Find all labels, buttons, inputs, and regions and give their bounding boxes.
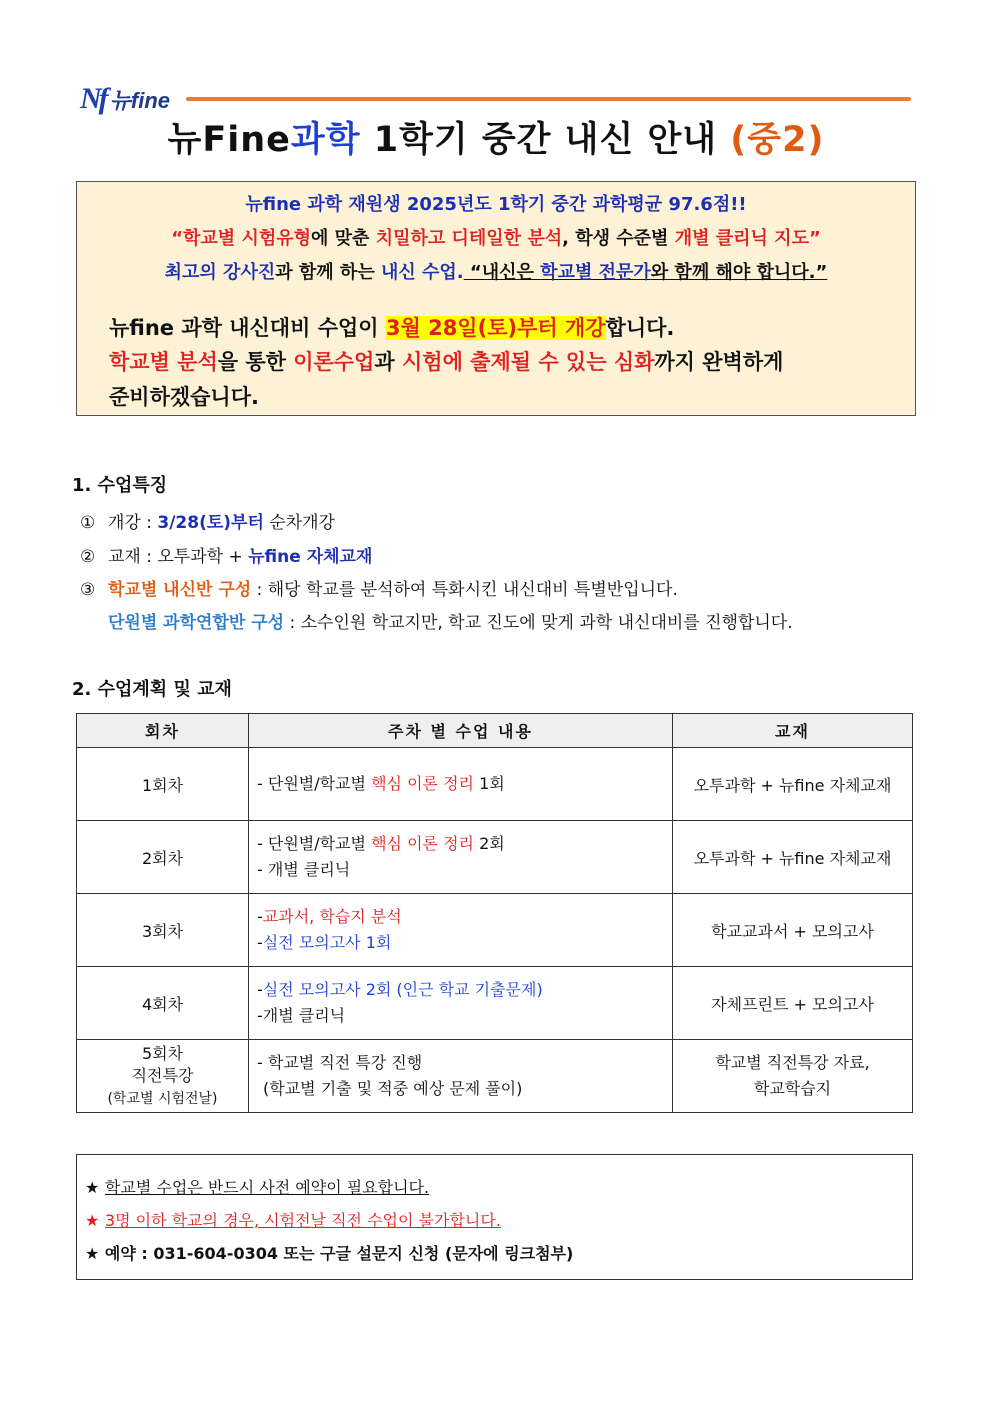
feature-item-2: ② 교재 : 오투과학 + 뉴fine 자체교재 — [80, 547, 373, 567]
plan-table — [76, 713, 913, 1113]
header-divider — [186, 97, 911, 101]
header-book: 교재 — [673, 714, 913, 748]
logo-text: 뉴fine — [109, 88, 171, 113]
table-row: 3회차 -교과서, 학습지 분석 -실전 모의고사 1회 학교교과서 + 모의고사 — [77, 894, 913, 967]
brand-logo — [80, 80, 170, 114]
notice-item-1: ★ 학교별 수업은 반드시 사전 예약이 필요합니다. — [85, 1178, 430, 1197]
intro-body-2: 학교별 분석을 통한 이론수업과 시험에 출제될 수 있는 심화까지 완벽하게 — [109, 350, 784, 374]
star-icon: ★ — [85, 1244, 100, 1263]
header-content: 주차 별 수업 내용 — [249, 714, 673, 748]
intro-box — [76, 181, 916, 416]
intro-body-1: 뉴fine 과학 내신대비 수업이 3월 28일(토)부터 개강합니다. — [109, 316, 675, 340]
notice-item-2: ★ 3명 이하 학교의 경우, 시험전날 직전 수업이 불가합니다. — [85, 1211, 501, 1230]
notice-box — [76, 1154, 913, 1280]
feature-item-3: ③ 학교별 내신반 구성 : 해당 학교를 분석하여 특화시킨 내신대비 특별반입니다. — [80, 580, 678, 600]
feature-item-1: ① 개강 : 3/28(토)부터 순차개강 — [80, 513, 335, 533]
table-row: 4회차 -실전 모의고사 2회 (인근 학교 기출문제) -개별 클리닉 자체프린트 + 모의고사 — [77, 967, 913, 1040]
intro-line-3: 최고의 강사진과 함께 하는 내신 수업. “내신은 학교별 전문가와 함께 해야 합니다.” — [164, 262, 828, 283]
page-title: 뉴Fine과학 1학기 중간 내신 안내 (중2) — [167, 120, 825, 160]
notice-item-3: ★ 예약 : 031-604-0304 또는 구글 설문지 신청 (문자에 링크첨부) — [85, 1244, 574, 1263]
table-header-row — [77, 714, 913, 748]
table-row: 1회차 - 단원별/학교별 핵심 이론 정리 1회 오투과학 + 뉴fine 자체교재 — [77, 748, 913, 821]
section1-title: 1. 수업특징 — [72, 475, 168, 496]
logo-mark: Nf — [80, 82, 106, 115]
intro-body-3: 준비하겠습니다. — [109, 385, 259, 409]
table-row: 2회차 - 단원별/학교별 핵심 이론 정리 2회 - 개별 클리닉 오투과학 + 뉴fine 자체교재 — [77, 821, 913, 894]
feature-item-4: 단원별 과학연합반 구성 : 소수인원 학교지만, 학교 진도에 맞게 과학 내신대비를 진행합니다. — [108, 613, 793, 633]
intro-line-1: 뉴fine 과학 재원생 2025년도 1학기 중간 과학평균 97.6점!! — [245, 194, 747, 215]
section2-title: 2. 수업계획 및 교재 — [72, 679, 232, 700]
star-icon: ★ — [85, 1178, 100, 1197]
intro-line-2: “학교별 시험유형에 맞춘 치밀하고 디테일한 분석, 학생 수준별 개별 클리닉 지도” — [171, 228, 821, 249]
header-session: 회차 — [77, 714, 249, 748]
table-row: 5회차 직전특강 (학교별 시험전날) - 학교별 직전 특강 진행 (학교별 기출 및 적중 예상 문제 풀이) 학교별 직전특강 자료, 학교학습지 — [77, 1040, 913, 1113]
star-icon: ★ — [85, 1211, 100, 1230]
